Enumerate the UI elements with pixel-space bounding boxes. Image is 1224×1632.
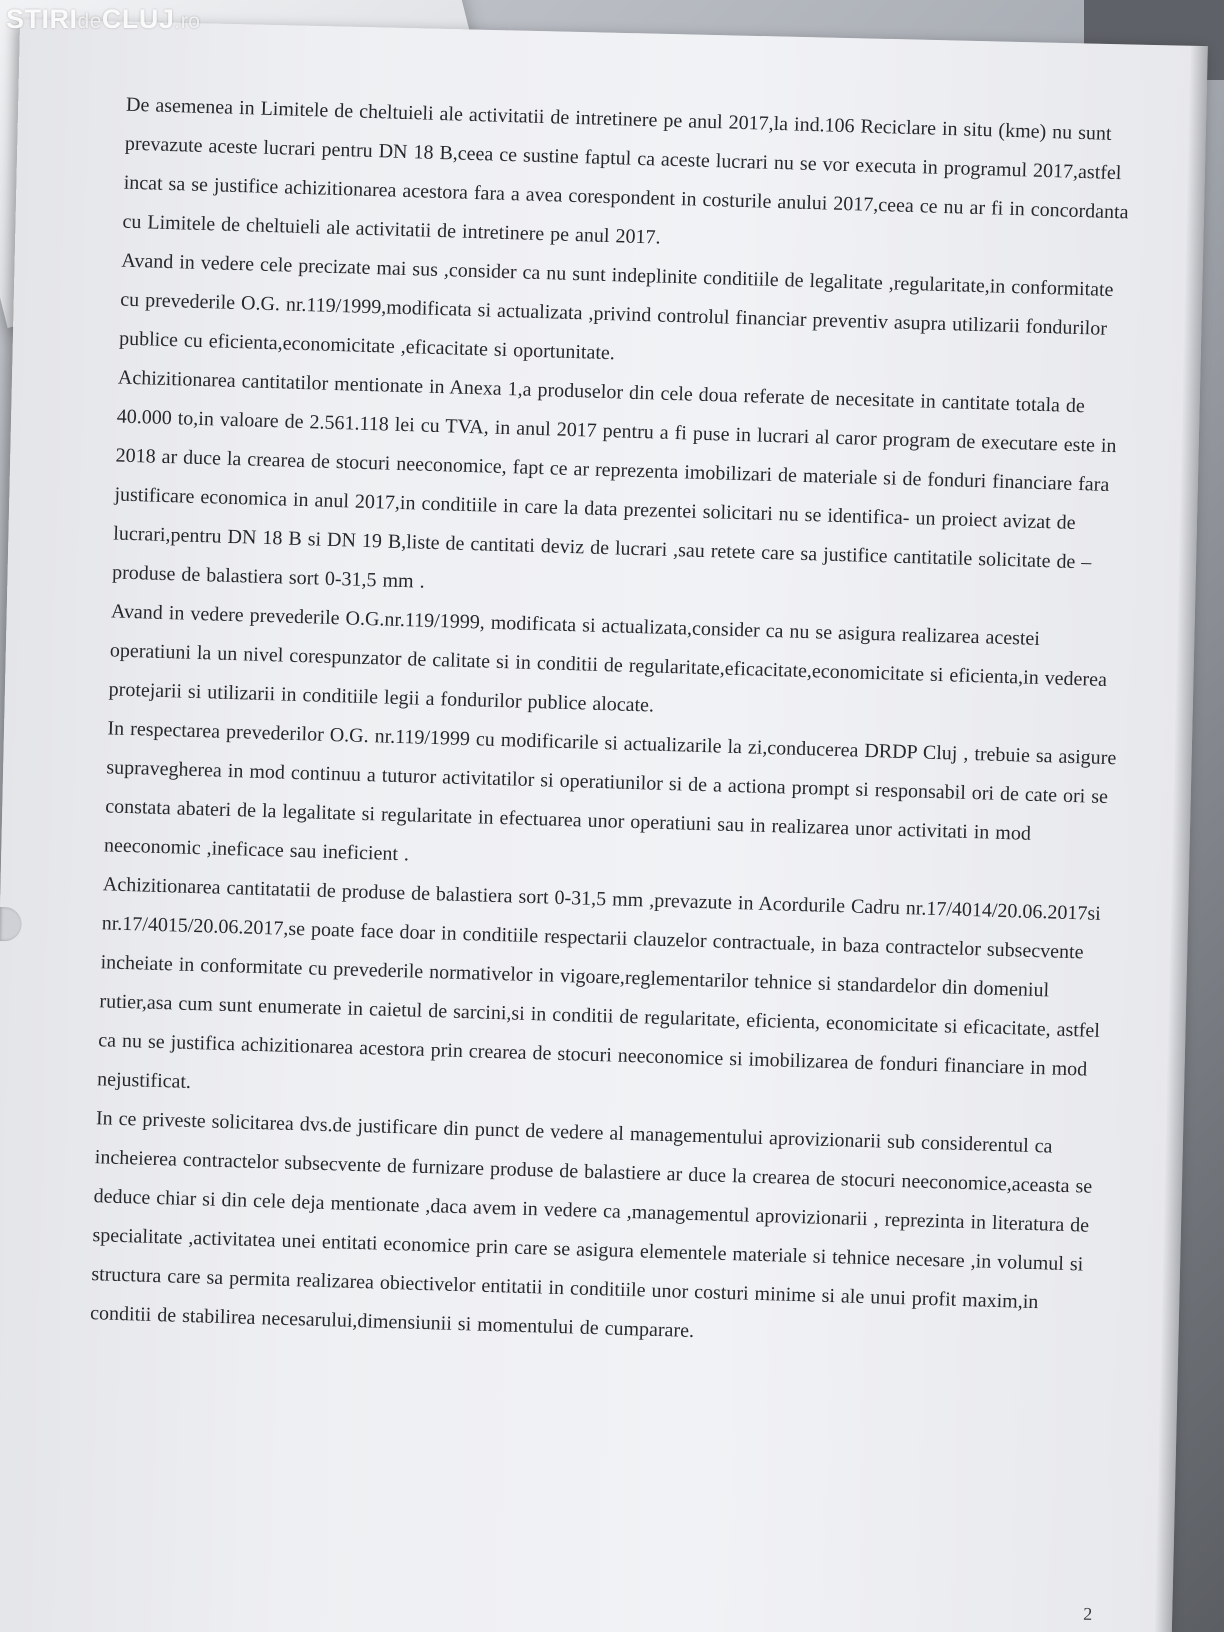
paragraph-2: Avand in vedere cele precizate mai sus ,consider ca nu sunt indeplinite conditiile de legalitate ,regularitate,in conformitate cu prevederile O.G. nr.119/1999,modificata si actualizata ,privind controlul financiar preventiv asupra utilizarii fondurilor publice cu eficienta,economicitate ,eficacitate si oportunitate. (118, 249, 1114, 365)
paragraph-3: Achizitionarea cantitatilor mentionate in Anexa 1,a produselor din cele doua referate de necesitate in cantitate totala de 40.000 to,in valoare de 2.561.118 lei cu TVA, in anul 2017 pentru a fi puse in lucrari al caror program de executare este in 2018 ar duce la crearea de stocuri neeconomice, fapt ce ar reprezenta imobilizari de materiale si de fonduri financiare fara justificare economica in anul 2017,in conditiile in care la data prezentei solicitari nu se identifica- un proiect avizat de lucrari,pentru DN 18 B si DN 19 B,liste de cantitati deviz de lucrari ,sau retete care sa justifice cantitatile solicitate de –produse de balastiera sort 0-31,5 mm . (111, 366, 1117, 593)
punch-hole (0, 907, 22, 941)
document-page (0, 19, 1208, 1632)
paragraph-6: Achizitionarea cantitatatii de produse de balastiera sort 0-31,5 mm ,prevazute in Acordurile Cadru nr.17/4014/20.06.2017si nr.17/4015/20.06.2017,se poate face doar in conditiile respectarii clauzelor contractuale, in baza contractelor subsecvente incheiate in conformitate cu prevederile normativelor in vigoare,reglementarilor tehnice si standardelor din domeniul rutier,asa cum sunt enumerate in caietul de sarcini,si in conditii de regularitate, eficienta, economicitate si eficacitate, astfel ca nu se justifica achizitionarea acestora prin crearea de stocuri neeconomice si imobilizarea de fonduri financiare in mod nejustificat. (96, 873, 1102, 1093)
paragraph-4: Avand in vedere prevederile O.G.nr.119/1999, modificata si actualizata,consider ca nu se asigura realizarea acestei operatiuni la un nivel corespunzator de calitate si in conditii de regularitate,eficacitate,economicitate si eficienta,in vederea protejarii si utilizarii in conditiile legii a fondurilor publice alocate. (108, 600, 1108, 717)
watermark-logo (6, 4, 200, 35)
paragraph-7: In ce priveste solicitarea dvs.de justificare din punct de vedere al managementului aprovizionarii sub considerentul ca incheierea contractelor subsecvente de furnizare produse de balastiere ar duce la crearea de stocuri neeconomice,aceasta se deduce chiar si din cele deja mentionate ,daca avem in vedere ca ,managementul aprovizionarii , reprezinta in literatura de specialitate ,activitatea unei entitati economice prin care se asigura elementele materiale si tehnice necesare ,in volumul si structura care sa permita realizarea obiectivelor entitatii in conditiile unor costuri minime si ale unui profit maxim,in conditii de stabilirea necesarului,dimensiunii si momentului de cumparare. (89, 1107, 1093, 1343)
watermark-part-4: .ro (174, 10, 201, 33)
paragraph-1: De asemenea in Limitele de cheltuieli ale activitatii de intretinere pe anul 2017,la ind.106 Reciclare in situ (kme) nu sunt prevazute aceste lucrari pentru DN 18 B,ceea ce sustine faptul ca aceste lucrari nu se vor executa in programul 2017,astfel incat sa se justifice achizitionarea acestora fara a avea corespondent in costurile anului 2017,ceea ce nu ar fi in concordanta cu Limitele de cheltuieli ale activitatii de intretinere pe anul 2017. (122, 93, 1129, 249)
watermark-part-2: de (77, 10, 102, 33)
watermark-part-1: STIRI (6, 4, 78, 34)
paragraph-5: In respectarea prevederilor O.G. nr.119/1999 cu modificarile si actualizarile la zi,conducerea DRDP Cluj , trebuie sa asigure supravegherea in mod continuu a tuturor activitatilor si operatiunilor si de a actiona prompt si responsabil ori de cate ori se constata abateri de la legalitate si regularitate in efectuarea unor operatiuni sau in realizarea unor activitati in mod neeconomic ,ineficace sau ineficient . (103, 717, 1117, 866)
document-body (90, 86, 1137, 1363)
watermark-part-3: CLUJ (101, 4, 175, 34)
page-edge-shadow (1153, 46, 1208, 1632)
page-number: 2 (1082, 1603, 1093, 1624)
